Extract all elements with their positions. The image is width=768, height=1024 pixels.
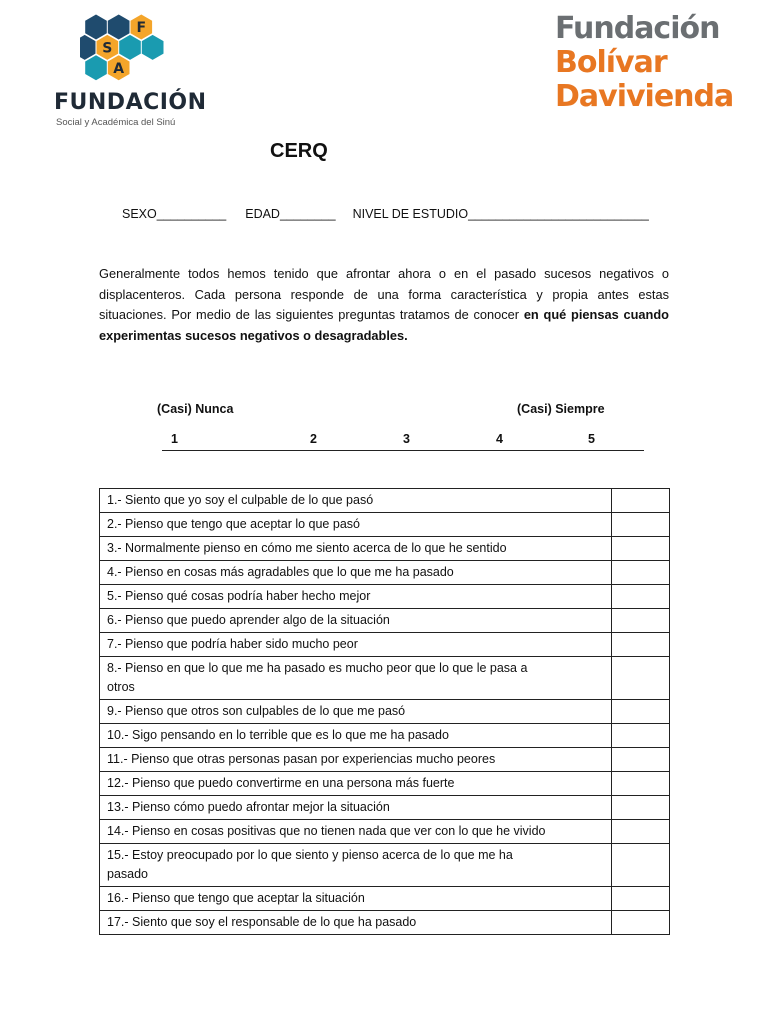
table-row xyxy=(100,772,670,796)
answer-cell[interactable] xyxy=(612,796,670,820)
item-text: 10.- Sigo pensando en lo terrible que es lo que me ha pasado xyxy=(107,728,449,742)
fsa-hexagon-mark xyxy=(80,14,176,90)
hex-letter: S xyxy=(102,40,113,57)
answer-cell[interactable] xyxy=(612,724,670,748)
table-row xyxy=(100,657,670,700)
table-row xyxy=(100,820,670,844)
fsa-logo-tagline: Social y Académica del Sinú xyxy=(56,117,176,128)
table-row xyxy=(100,561,670,585)
answer-cell[interactable] xyxy=(612,609,670,633)
answer-cell[interactable] xyxy=(612,844,670,887)
item-text: 8.- Pienso en que lo que me ha pasado es mucho peor que lo que le pasa a otros xyxy=(107,661,528,694)
answer-cell[interactable] xyxy=(612,820,670,844)
hex-letter: A xyxy=(113,60,125,77)
answer-cell[interactable] xyxy=(612,513,670,537)
answer-cell[interactable] xyxy=(612,748,670,772)
hex-letter: F xyxy=(136,20,147,36)
fsa-logo-name: FUNDACIÓN xyxy=(54,90,207,115)
item-text-cell xyxy=(100,796,612,820)
scale-low-label: (Casi) Nunca xyxy=(157,402,234,416)
fbd-logo-line2: Bolívar xyxy=(555,45,667,80)
item-text: 7.- Pienso que podría haber sido mucho peor xyxy=(107,637,358,651)
item-text-cell xyxy=(100,724,612,748)
answer-cell[interactable] xyxy=(612,657,670,700)
table-row xyxy=(100,700,670,724)
fbd-logo-line1: Fundación xyxy=(555,11,720,46)
table-row xyxy=(100,796,670,820)
fbd-logo xyxy=(555,12,755,114)
respondent-fields xyxy=(122,207,649,221)
table-row xyxy=(100,489,670,513)
answer-cell[interactable] xyxy=(612,772,670,796)
item-text-cell xyxy=(100,772,612,796)
scale-number-1: 1 xyxy=(171,432,178,446)
item-text-cell xyxy=(100,844,612,887)
item-text: 4.- Pienso en cosas más agradables que lo que me ha pasado xyxy=(107,565,454,579)
item-text-cell xyxy=(100,657,612,700)
item-text: 6.- Pienso que puedo aprender algo de la situación xyxy=(107,613,390,627)
item-text: 3.- Normalmente pienso en cómo me siento acerca de lo que he sentido xyxy=(107,541,507,555)
item-text-cell xyxy=(100,537,612,561)
hex-dark xyxy=(85,15,107,40)
item-text: 16.- Pienso que tengo que aceptar la situación xyxy=(107,891,365,905)
item-text: 2.- Pienso que tengo que aceptar lo que pasó xyxy=(107,517,360,531)
intro-bold-text: en qué piensas cuando experimentas sucesos negativos o desagradables. xyxy=(99,307,669,344)
scale-high-label: (Casi) Siempre xyxy=(517,402,605,416)
item-text-cell xyxy=(100,561,612,585)
item-text-cell xyxy=(100,820,612,844)
item-text: 13.- Pienso cómo puedo afrontar mejor la situación xyxy=(107,800,390,814)
item-text-cell xyxy=(100,911,612,935)
item-text-cell xyxy=(100,748,612,772)
item-text: 17.- Siento que soy el responsable de lo que ha pasado xyxy=(107,915,417,929)
table-row xyxy=(100,887,670,911)
table-row xyxy=(100,633,670,657)
table-row xyxy=(100,724,670,748)
item-text-cell xyxy=(100,585,612,609)
answer-cell[interactable] xyxy=(612,887,670,911)
scale-number-3: 3 xyxy=(403,432,410,446)
answer-cell[interactable] xyxy=(612,911,670,935)
table-row xyxy=(100,748,670,772)
answer-cell[interactable] xyxy=(612,489,670,513)
table-row xyxy=(100,513,670,537)
table-row xyxy=(100,537,670,561)
table-row xyxy=(100,585,670,609)
table-row xyxy=(100,609,670,633)
scale-line xyxy=(162,450,644,451)
answer-cell[interactable] xyxy=(612,537,670,561)
item-text: 9.- Pienso que otros son culpables de lo que me pasó xyxy=(107,704,406,718)
hex-teal xyxy=(119,35,141,60)
item-text-cell xyxy=(100,633,612,657)
page-bottom-margin xyxy=(0,960,768,1024)
item-text: 15.- Estoy preocupado por lo que siento y pienso acerca de lo que me ha pasado xyxy=(107,848,513,881)
sexo-field[interactable]: SEXO__________ xyxy=(122,207,227,221)
answer-cell[interactable] xyxy=(612,585,670,609)
answer-cell[interactable] xyxy=(612,561,670,585)
item-text: 14.- Pienso en cosas positivas que no tienen nada que ver con lo que he vivido xyxy=(107,824,546,838)
item-text-cell xyxy=(100,700,612,724)
answer-cell[interactable] xyxy=(612,633,670,657)
scale-number-2: 2 xyxy=(310,432,317,446)
nivel-estudio-field[interactable]: NIVEL DE ESTUDIO__________________________ xyxy=(352,207,649,221)
item-text: 12.- Pienso que puedo convertirme en una persona más fuerte xyxy=(107,776,455,790)
intro-text: Generalmente todos hemos tenido que afrontar ahora o en el pasado sucesos negativos o displacenteros. Cada persona responde de una forma característica y propia antes estas situaciones. Por medio de las siguientes preguntas tratamos de conocer xyxy=(99,266,669,323)
item-text-cell xyxy=(100,609,612,633)
hex-dark xyxy=(108,15,130,40)
hex-teal xyxy=(142,35,164,60)
intro-paragraph xyxy=(99,264,669,347)
edad-field[interactable]: EDAD________ xyxy=(245,207,336,221)
item-text-cell xyxy=(100,489,612,513)
item-text-cell xyxy=(100,887,612,911)
item-text: 1.- Siento que yo soy el culpable de lo que pasó xyxy=(107,493,374,507)
item-text: 11.- Pienso que otras personas pasan por experiencias mucho peores xyxy=(107,752,496,766)
fsa-logo xyxy=(52,14,207,134)
table-row xyxy=(100,911,670,935)
answer-cell[interactable] xyxy=(612,700,670,724)
table-row xyxy=(100,844,670,887)
page-title: CERQ xyxy=(270,140,328,162)
fbd-logo-line3: Davivienda xyxy=(555,79,734,114)
item-text: 5.- Pienso qué cosas podría haber hecho mejor xyxy=(107,589,371,603)
item-text-cell xyxy=(100,513,612,537)
items-table xyxy=(99,488,670,935)
hex-dark xyxy=(80,35,96,60)
hex-teal xyxy=(85,55,107,80)
scale-number-5: 5 xyxy=(588,432,595,446)
scale-number-4: 4 xyxy=(496,432,503,446)
